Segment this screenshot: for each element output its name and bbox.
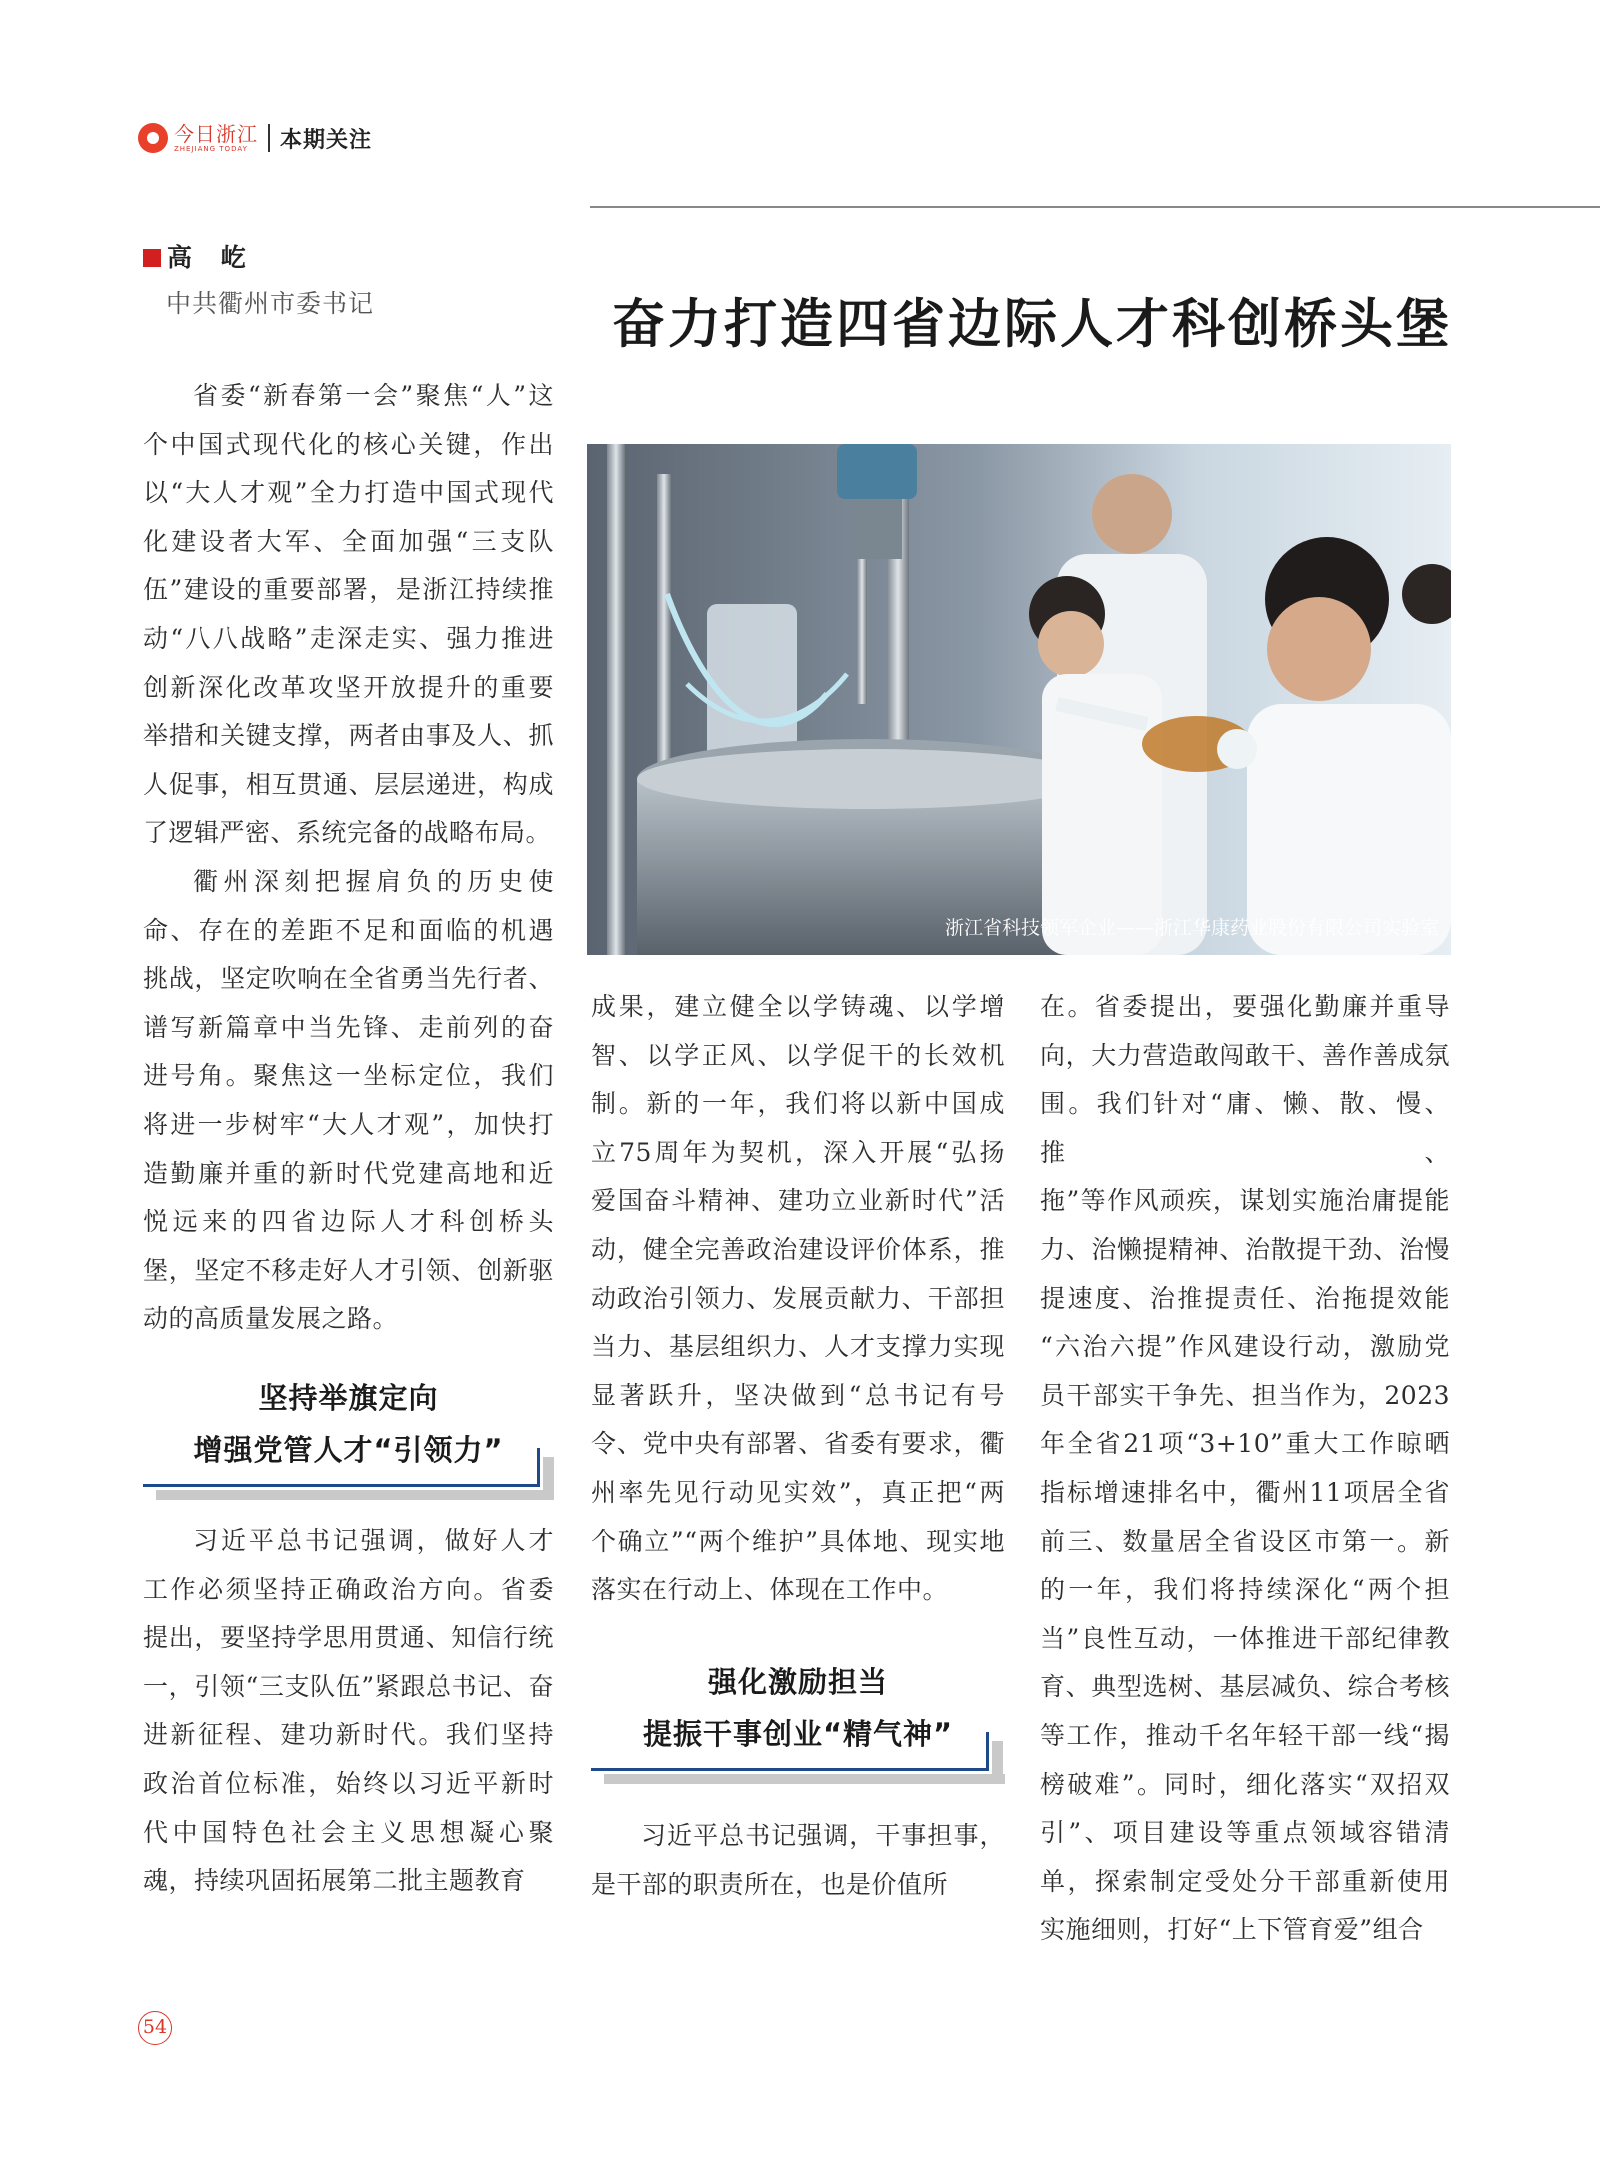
text-line: 显著跃升，坚决做到“总书记有号 [591, 1380, 1005, 1410]
text-line: 伍”建设的重要部署，是浙江持续推 [143, 575, 554, 605]
text-line: 力、治懒提精神、治散提干劲、治慢 [1040, 1234, 1450, 1264]
text-line: 谱写新篇章中当先锋、走前列的奋 [143, 1012, 554, 1042]
column-1-bottom [143, 1517, 554, 1906]
subheading-1-line-1: 坚持举旗定向 [258, 1381, 439, 1415]
magazine-logo [138, 123, 258, 153]
page-header [138, 118, 372, 158]
text-line: 令、党中央有部署、省委有要求，衢 [591, 1429, 1005, 1459]
text-line: 动的高质量发展之路。 [143, 1304, 399, 1334]
text-line: 人促事，相互贯通、层层递进，构成 [143, 769, 554, 799]
text-line: 提出，要坚持学思用贯通、知信行统 [143, 1623, 554, 1653]
top-rule [590, 206, 1600, 208]
text-line: 爱国奋斗精神、建功立业新时代”活 [591, 1186, 1005, 1216]
text-line: 魂，持续巩固拓展第二批主题教育 [143, 1866, 526, 1896]
text-line: 堡，坚定不移走好人才引领、创新驱 [143, 1255, 554, 1285]
text-line: 提速度、治推提责任、治拖提效能 [1040, 1283, 1450, 1313]
text-line: 习近平总书记强调，干事担事， [641, 1821, 1005, 1850]
page-number: 54 [138, 2011, 172, 2045]
subheading-2-underline [591, 1768, 989, 1771]
subheading-2-line-2: 提振干事创业“精气神” [642, 1717, 954, 1751]
subheading-2-shadow [604, 1774, 1005, 1784]
text-line: 代中国特色社会主义思想凝心聚 [143, 1817, 554, 1847]
text-line: 造勤廉并重的新时代党建高地和近 [143, 1158, 554, 1188]
text-line: 进号角。聚焦这一坐标定位，我们 [143, 1061, 554, 1091]
column-3 [1040, 983, 1450, 1955]
text-line: 引”、项目建设等重点领域容错清 [1040, 1818, 1450, 1848]
subheading-1-underline [143, 1484, 540, 1487]
subheading-2-line-1: 强化激励担当 [707, 1665, 888, 1699]
text-line: 省委“新春第一会”聚焦“人”这 [193, 381, 554, 410]
subheading-2 [591, 1656, 1005, 1760]
text-line: 动，健全完善政治建设评价体系，推 [591, 1234, 1005, 1264]
text-line: 制。新的一年，我们将以新中国成 [591, 1089, 1005, 1119]
text-line: 工作必须坚持正确政治方向。省委 [143, 1574, 554, 1604]
text-line: 等工作，推动千名年轻干部一线“揭 [1040, 1720, 1450, 1750]
subheading-1-bracket [537, 1448, 540, 1487]
text-line: “六治六提”作风建设行动，激励党 [1040, 1332, 1450, 1362]
author-title: 中共衢州市委书记 [166, 289, 375, 318]
subheading-2-shadow-side [992, 1741, 1003, 1784]
text-line: 拖”等作风顽疾，谋划实施治庸提能 [1040, 1186, 1450, 1216]
text-line: 年全省21项“3+10”重大工作晾晒 [1040, 1429, 1450, 1459]
subheading-2-bracket [986, 1732, 989, 1771]
text-line: 的一年，我们将持续深化“两个担 [1040, 1575, 1450, 1605]
text-line: 单，探索制定受处分干部重新使用 [1040, 1866, 1450, 1896]
text-line: 当”良性互动，一体推进干部纪律教 [1040, 1623, 1450, 1653]
logo-chinese: 今日浙江 [174, 121, 258, 146]
text-line: 实施细则，打好“上下管育爱”组合 [1040, 1915, 1424, 1945]
text-line: 一，引领“三支队伍”紧跟总书记、奋 [143, 1671, 554, 1701]
text-line: 当力、基层组织力、人才支撑力实现 [591, 1332, 1005, 1362]
text-line: 围。我们针对“庸、懒、散、慢、推、 [1040, 1089, 1450, 1167]
header-divider [268, 124, 270, 152]
text-line: 动“八八战略”走深走实、强力推进 [143, 623, 554, 653]
text-line: 动政治引领力、发展贡献力、干部担 [591, 1283, 1005, 1313]
text-line: 习近平总书记强调，做好人才 [193, 1526, 554, 1555]
text-line: 是干部的职责所在，也是价值所 [591, 1869, 949, 1899]
subheading-1 [143, 1372, 554, 1476]
text-line: 指标增速排名中，衢州11项居全省 [1040, 1477, 1450, 1507]
subheading-1-shadow [156, 1490, 554, 1500]
text-line: 榜破难”。同时，细化落实“双招双 [1040, 1769, 1450, 1799]
text-line: 衢州深刻把握肩负的历史使 [193, 866, 554, 896]
text-line: 个中国式现代化的核心关键，作出 [143, 429, 554, 459]
text-line: 以“大人才观”全力打造中国式现代 [143, 478, 554, 508]
text-line: 进新征程、建功新时代。我们坚持 [143, 1720, 554, 1750]
text-line: 成果，建立健全以学铸魂、以学增 [591, 992, 1005, 1021]
author-name: 高 屹 [143, 238, 256, 274]
text-line: 了逻辑严密、系统完备的战略布局。 [143, 818, 552, 848]
article-title: 奋力打造四省边际人才科创桥头堡 [612, 293, 1452, 355]
text-line: 将进一步树牢“大人才观”，加快打 [143, 1109, 554, 1139]
text-line: 在。省委提出，要强化勤廉并重导 [1040, 992, 1450, 1021]
subheading-1-shadow-side [543, 1457, 554, 1500]
text-line: 向，大力营造敢闯敢干、善作善成氛 [1040, 1040, 1450, 1070]
column-2-bottom [591, 1812, 1005, 1909]
text-line: 落实在行动上、体现在工作中。 [591, 1575, 949, 1605]
text-line: 挑战，坚定吹响在全省勇当先行者、 [143, 964, 554, 994]
column-2-top [591, 983, 1005, 1615]
text-line: 命、存在的差距不足和面临的机遇 [143, 915, 554, 945]
text-line: 前三、数量居全省设区市第一。新 [1040, 1526, 1450, 1556]
subheading-1-line-2: 增强党管人才“引领力” [193, 1433, 504, 1467]
text-line: 悦远来的四省边际人才科创桥头 [143, 1207, 554, 1237]
column-1-top [143, 372, 554, 1344]
text-line: 智、以学正风、以学促干的长效机 [591, 1040, 1005, 1070]
text-line: 化建设者大军、全面加强“三支队 [143, 526, 554, 556]
text-line: 个确立”“两个维护”具体地、现实地 [591, 1526, 1005, 1556]
text-line: 政治首位标准，始终以习近平新时 [143, 1768, 554, 1798]
text-line: 州率先见行动见实效”，真正把“两 [591, 1477, 1005, 1507]
text-line: 育、典型选树、基层减负、综合考核 [1040, 1672, 1450, 1702]
photo-caption: 浙江省科技领军企业——浙江华康药业股份有限公司实验室 [944, 917, 1439, 939]
text-line: 立75周年为契机，深入开展“弘扬 [591, 1137, 1005, 1167]
text-line: 举措和关键支撑，两者由事及人、抓 [143, 721, 554, 751]
section-name: 本期关注 [280, 127, 373, 153]
logo-english: ZHEJIANG TODAY [174, 144, 248, 153]
text-line: 员干部实干争先、担当作为，2023 [1040, 1380, 1450, 1410]
text-line: 创新深化改革攻坚开放提升的重要 [143, 672, 554, 702]
lab-photo [587, 444, 1451, 955]
logo-icon [138, 123, 168, 153]
